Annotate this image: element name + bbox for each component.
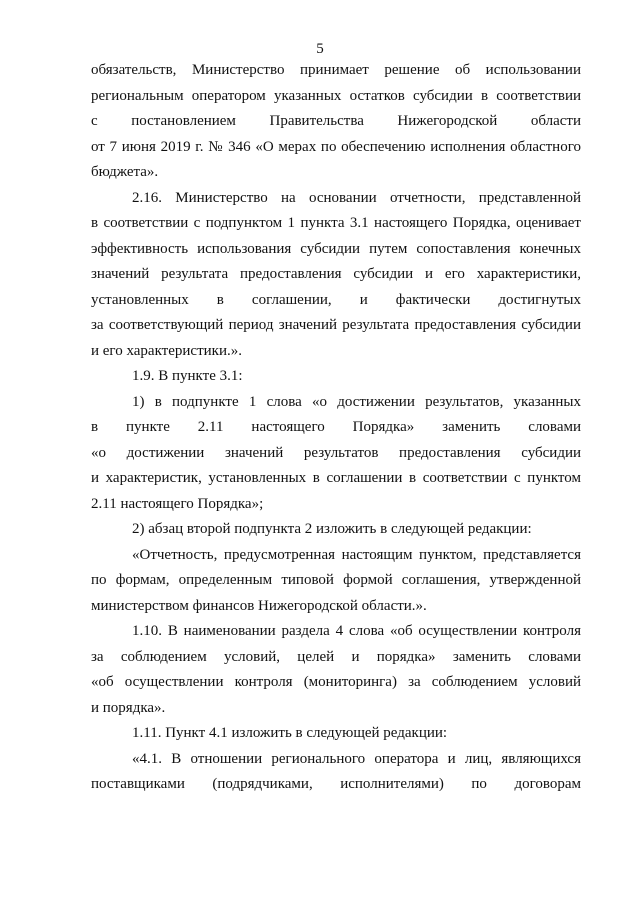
text-line: обязательств, Министерство принимает решение об использовании [91,62,581,78]
text-line: 2.16. Министерство на основании отчетности, представленной [132,189,581,206]
text-line: и его характеристики.». [91,342,242,359]
text-line: значений результата предоставления субсидии и его характеристики, [91,266,581,282]
document-body [91,58,581,798]
text-line: с постановлением Правительства Нижегородской области [91,113,581,129]
text-line: в соответствии с подпунктом 1 пункта 3.1 настоящего Порядка, оценивает [91,215,581,231]
text-line: и порядка». [91,699,166,716]
text-line: 1.10. В наименовании раздела 4 слова «об осуществлении контроля [132,623,581,639]
text-line: 1.11. Пункт 4.1 изложить в следующей редакции: [132,725,448,741]
text-line: региональным оператором указанных остатков субсидии в соответствии [91,87,581,104]
text-line: за соблюдением условий, целей и порядка» заменить словами [91,648,581,665]
text-line: по формам, определенным типовой формой соглашения, утвержденной [91,572,581,588]
text-line: 1) в подпункте 1 слова «о достижении результатов, указанных [132,393,581,410]
text-line: 2.11 настоящего Порядка»; [91,495,264,512]
text-line: от 7 июня 2019 г. № 346 «О мерах по обеспечению исполнения областного [91,138,581,155]
text-line: «об осуществлении контроля (мониторинга) за соблюдением условий [91,674,581,690]
text-line: поставщиками (подрядчиками, исполнителями) по договорам [91,776,581,792]
text-line: и характеристик, установленных в соглашении в соответствии с пунктом [91,470,581,486]
text-line: в пункте 2.11 настоящего Порядка» заменить словами [91,419,581,435]
text-line: «4.1. В отношении регионального оператора и лиц, являющихся [132,750,581,767]
text-line: министерством финансов Нижегородской области.». [91,597,427,614]
text-line: 1.9. В пункте 3.1: [132,368,243,384]
text-line: установленных в соглашении, и фактически достигнутых [91,291,581,308]
text-line: 2) абзац второй подпункта 2 изложить в следующей редакции: [132,521,532,537]
text-line: за соответствующий период значений результата предоставления субсидии [91,317,581,333]
text-line: «о достижении значений результатов предоставления субсидии [91,444,581,461]
text-line: эффективность использования субсидии путем сопоставления конечных [91,240,581,257]
text-line: бюджета». [91,164,159,180]
page-number: 5 [316,41,324,57]
document-text [91,58,581,798]
text-line: «Отчетность, предусмотренная настоящим пунктом, представляется [132,546,581,563]
